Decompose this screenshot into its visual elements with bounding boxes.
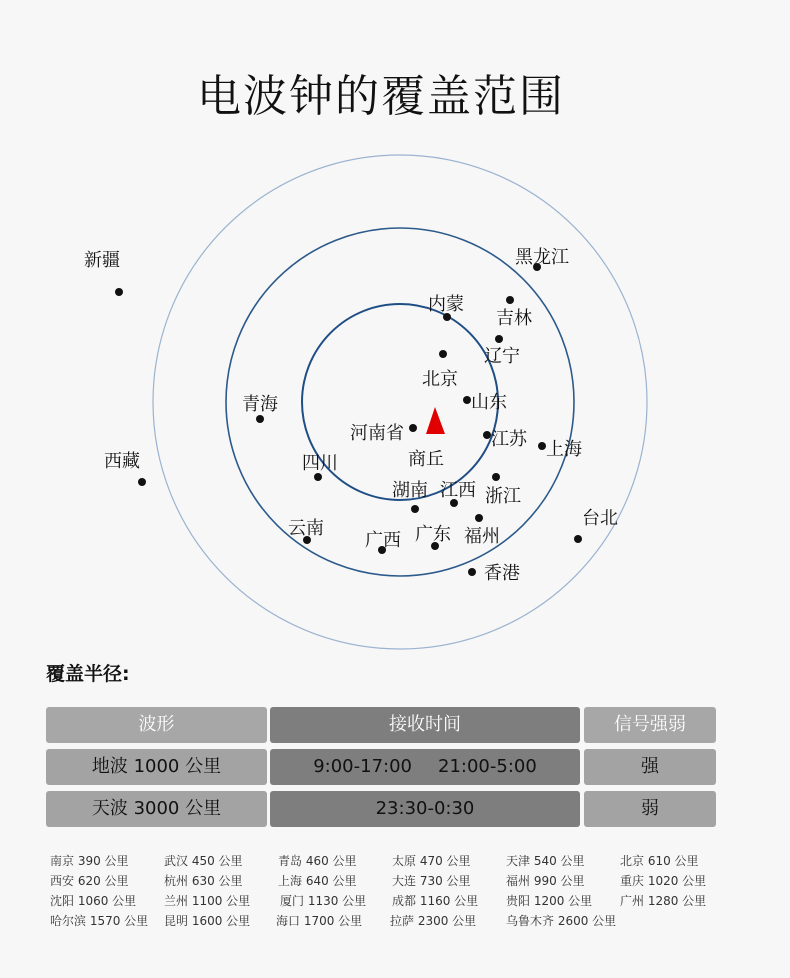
distance-item: 青岛 460 公里	[278, 854, 357, 868]
header-signal-strength: 信号强弱	[584, 707, 716, 743]
distance-list	[50, 852, 740, 932]
distance-item: 上海 640 公里	[278, 874, 357, 888]
middle-ring	[226, 228, 574, 576]
distance-item: 拉萨 2300 公里	[390, 914, 477, 928]
label-jiangsu: 江苏	[491, 429, 527, 450]
dot-jilin	[506, 296, 514, 304]
dot-beijing	[439, 350, 447, 358]
distance-item: 杭州 630 公里	[164, 874, 243, 888]
label-guangdong: 广东	[415, 524, 451, 545]
label-liaoning: 辽宁	[484, 346, 520, 367]
label-shandong: 山东	[471, 392, 507, 413]
ground-time-a: 9:00-17:00	[313, 756, 412, 777]
label-hunan: 湖南	[392, 480, 428, 501]
label-neimenggu: 内蒙	[428, 294, 464, 315]
distance-row	[50, 872, 740, 892]
distance-item: 武汉 450 公里	[164, 854, 243, 868]
dot-shandong	[463, 396, 471, 404]
label-jiangxi: 江西	[440, 480, 476, 501]
row-ground-strength: 强	[584, 749, 716, 785]
label-henan: 河南省	[350, 423, 404, 444]
label-xianggang: 香港	[484, 563, 520, 584]
distance-item: 昆明 1600 公里	[164, 914, 251, 928]
coverage-rings	[0, 140, 790, 660]
dot-zhejiang	[492, 473, 500, 481]
label-shangqiu: 商丘	[408, 449, 444, 470]
label-yunnan: 云南	[288, 518, 324, 539]
dot-xianggang	[468, 568, 476, 576]
dot-hunan	[411, 505, 419, 513]
distance-item: 海口 1700 公里	[276, 914, 363, 928]
row-sky-strength: 弱	[584, 791, 716, 827]
dot-fuzhou	[475, 514, 483, 522]
label-guangxi: 广西	[365, 530, 401, 551]
distance-row	[50, 912, 740, 932]
label-xizang: 西藏	[104, 451, 140, 472]
label-xinjiang: 新疆	[84, 250, 120, 271]
distance-item: 重庆 1020 公里	[620, 874, 707, 888]
coverage-map	[0, 140, 790, 660]
row-ground-wave: 地波 1000 公里	[46, 749, 267, 785]
label-beijing: 北京	[422, 369, 458, 390]
row-sky-time: 23:30-0:30	[270, 791, 580, 827]
label-taibei: 台北	[582, 508, 618, 529]
distance-row	[50, 892, 740, 912]
row-ground-time	[270, 749, 580, 785]
distance-item: 兰州 1100 公里	[164, 894, 251, 908]
distance-item: 太原 470 公里	[392, 854, 471, 868]
distance-item: 广州 1280 公里	[620, 894, 707, 908]
distance-item: 大连 730 公里	[392, 874, 471, 888]
label-sichuan: 四川	[302, 453, 338, 474]
dot-qinghai	[256, 415, 264, 423]
label-heilongjiang: 黑龙江	[515, 247, 569, 268]
dot-henan	[409, 424, 417, 432]
label-fuzhou: 福州	[464, 526, 500, 547]
distance-item: 成都 1160 公里	[392, 894, 479, 908]
distance-item: 乌鲁木齐 2600 公里	[506, 914, 617, 928]
distance-item: 南京 390 公里	[50, 854, 129, 868]
distance-item: 西安 620 公里	[50, 874, 129, 888]
dot-jiangsu	[483, 431, 491, 439]
label-shanghai: 上海	[546, 439, 582, 460]
coverage-radius-label: 覆盖半径:	[46, 663, 130, 685]
distance-item: 北京 610 公里	[620, 854, 699, 868]
distance-item: 福州 990 公里	[506, 874, 585, 888]
label-qinghai: 青海	[242, 394, 278, 415]
dot-taibei	[574, 535, 582, 543]
row-sky-wave: 天波 3000 公里	[46, 791, 267, 827]
header-receive-time: 接收时间	[270, 707, 580, 743]
outer-ring	[153, 155, 647, 649]
page-title: 电波钟的覆盖范围	[197, 71, 565, 122]
dot-xizang	[138, 478, 146, 486]
ground-time-b: 21:00-5:00	[438, 756, 537, 777]
label-zhejiang: 浙江	[485, 486, 521, 507]
shangqiu-marker	[426, 407, 445, 434]
dot-xinjiang	[115, 288, 123, 296]
distance-row	[50, 852, 740, 872]
distance-item: 天津 540 公里	[506, 854, 585, 868]
distance-item: 沈阳 1060 公里	[50, 894, 137, 908]
distance-item: 贵阳 1200 公里	[506, 894, 593, 908]
distance-item: 厦门 1130 公里	[280, 894, 367, 908]
label-jilin: 吉林	[496, 308, 532, 329]
dot-shanghai	[538, 442, 546, 450]
header-wave: 波形	[46, 707, 267, 743]
distance-item: 哈尔滨 1570 公里	[50, 914, 149, 928]
